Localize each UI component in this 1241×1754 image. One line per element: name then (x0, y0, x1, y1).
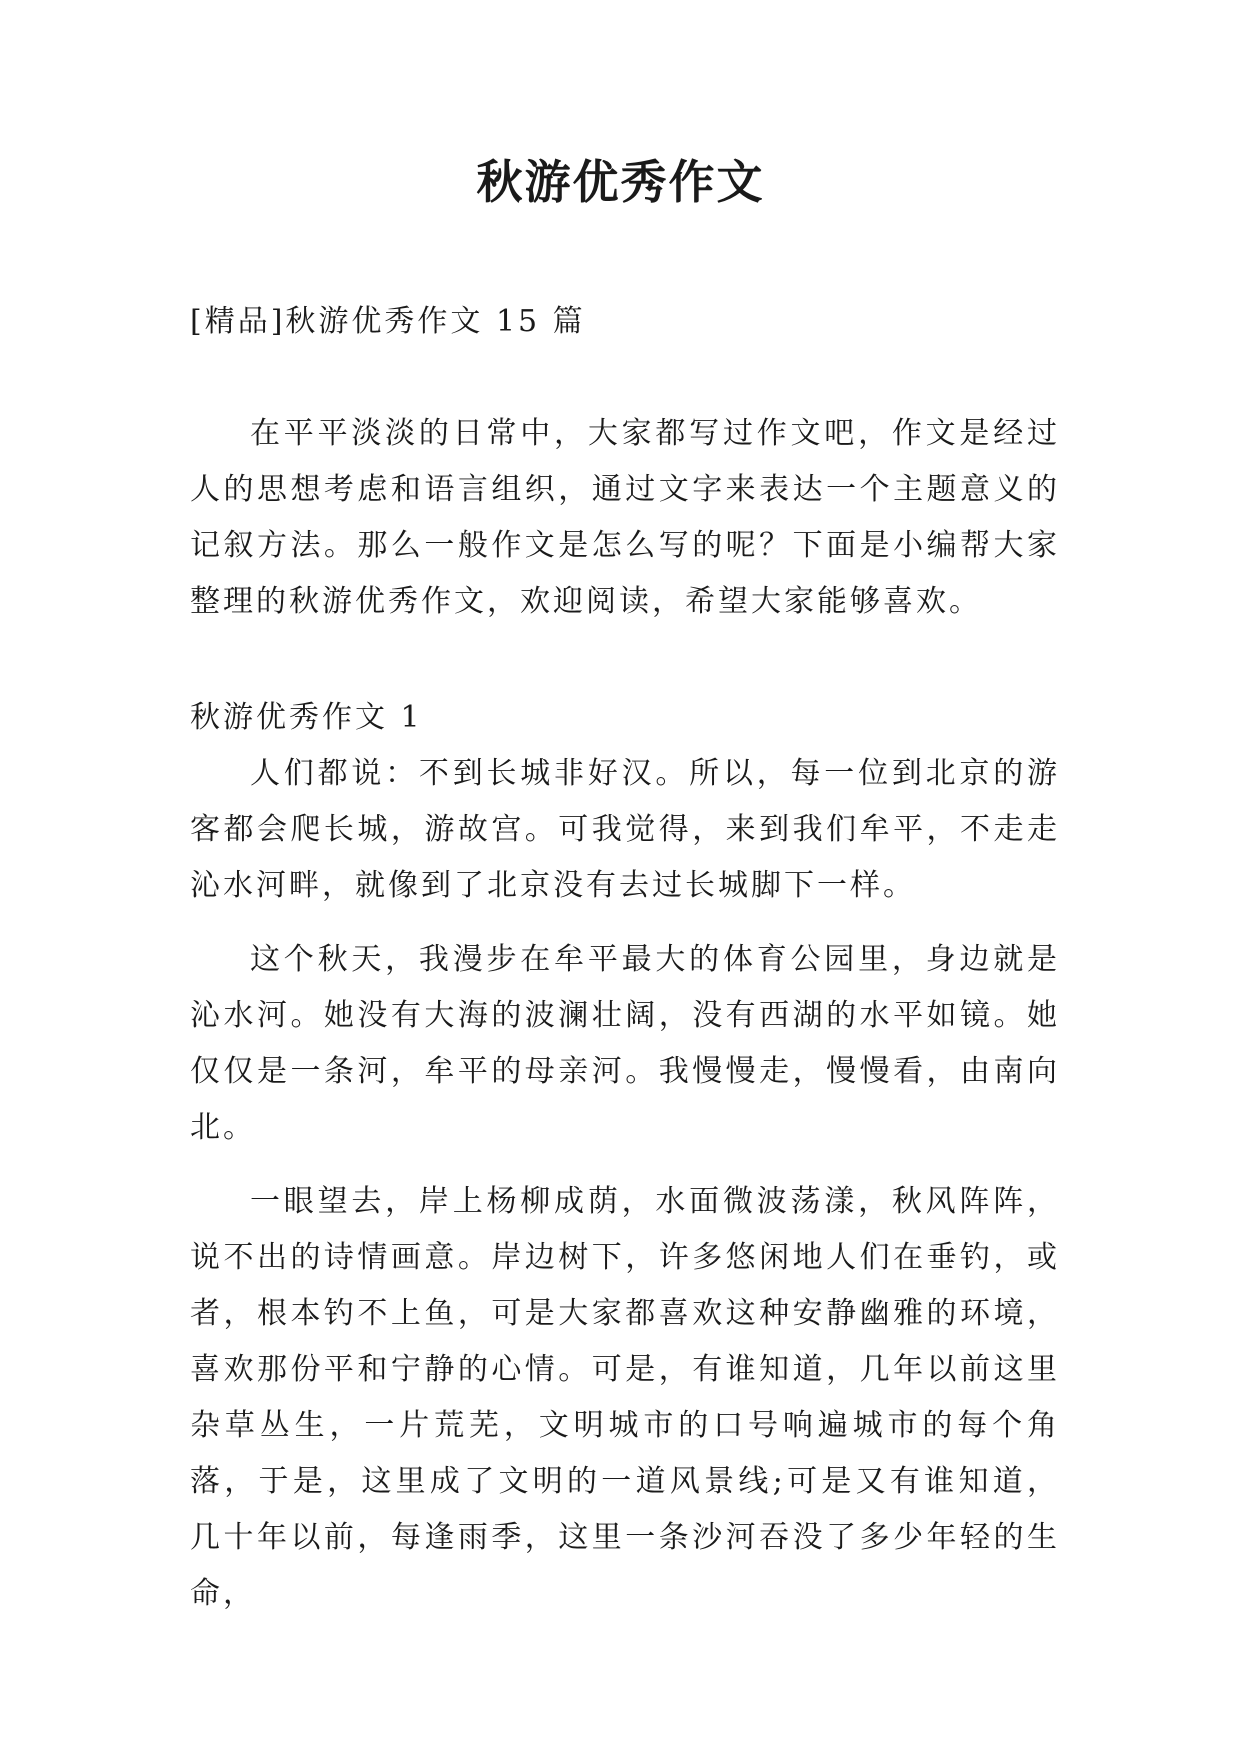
document-title: 秋游优秀作文 (476, 155, 765, 209)
intro-paragraph-block (190, 406, 1060, 630)
paragraph: 一眼望去，岸上杨柳成荫，水面微波荡漾，秋风阵阵，说不出的诗情画意。岸边树下，许多悠闲地人们在垂钓，或者，根本钓不上鱼，可是大家都喜欢这种安静幽雅的环境，喜欢那份平和宁静的心情。可是，有谁知道，几年以前这里杂草丛生，一片荒芜，文明城市的口号响遍城市的每个角落，于是，这里成了文明的一道风景线;可是又有谁知道，几十年以前，每逢雨季，这里一条沙河吞没了多少年轻的生命， (190, 1184, 1060, 1611)
intro-paragraph: 在平平淡淡的日常中，大家都写过作文吧，作文是经过人的思想考虑和语言组织，通过文字来表达一个主题意义的记叙方法。那么一般作文是怎么写的呢？下面是小编帮大家整理的秋游优秀作文，欢迎阅读，希望大家能够喜欢。 (190, 416, 1060, 619)
document-subtitle: [精品]秋游优秀作文 15 篇 (190, 304, 586, 339)
section-1 (190, 690, 1060, 1622)
paragraph: 人们都说：不到长城非好汉。所以，每一位到北京的游客都会爬长城，游故宫。可我觉得，来到我们牟平，不走走沁水河畔，就像到了北京没有去过长城脚下一样。 (190, 756, 1060, 903)
paragraph: 这个秋天，我漫步在牟平最大的体育公园里，身边就是沁水河。她没有大海的波澜壮阔，没有西湖的水平如镜。她仅仅是一条河，牟平的母亲河。我慢慢走，慢慢看，由南向北。 (190, 942, 1060, 1145)
section-heading: 秋游优秀作文 1 (190, 700, 423, 735)
